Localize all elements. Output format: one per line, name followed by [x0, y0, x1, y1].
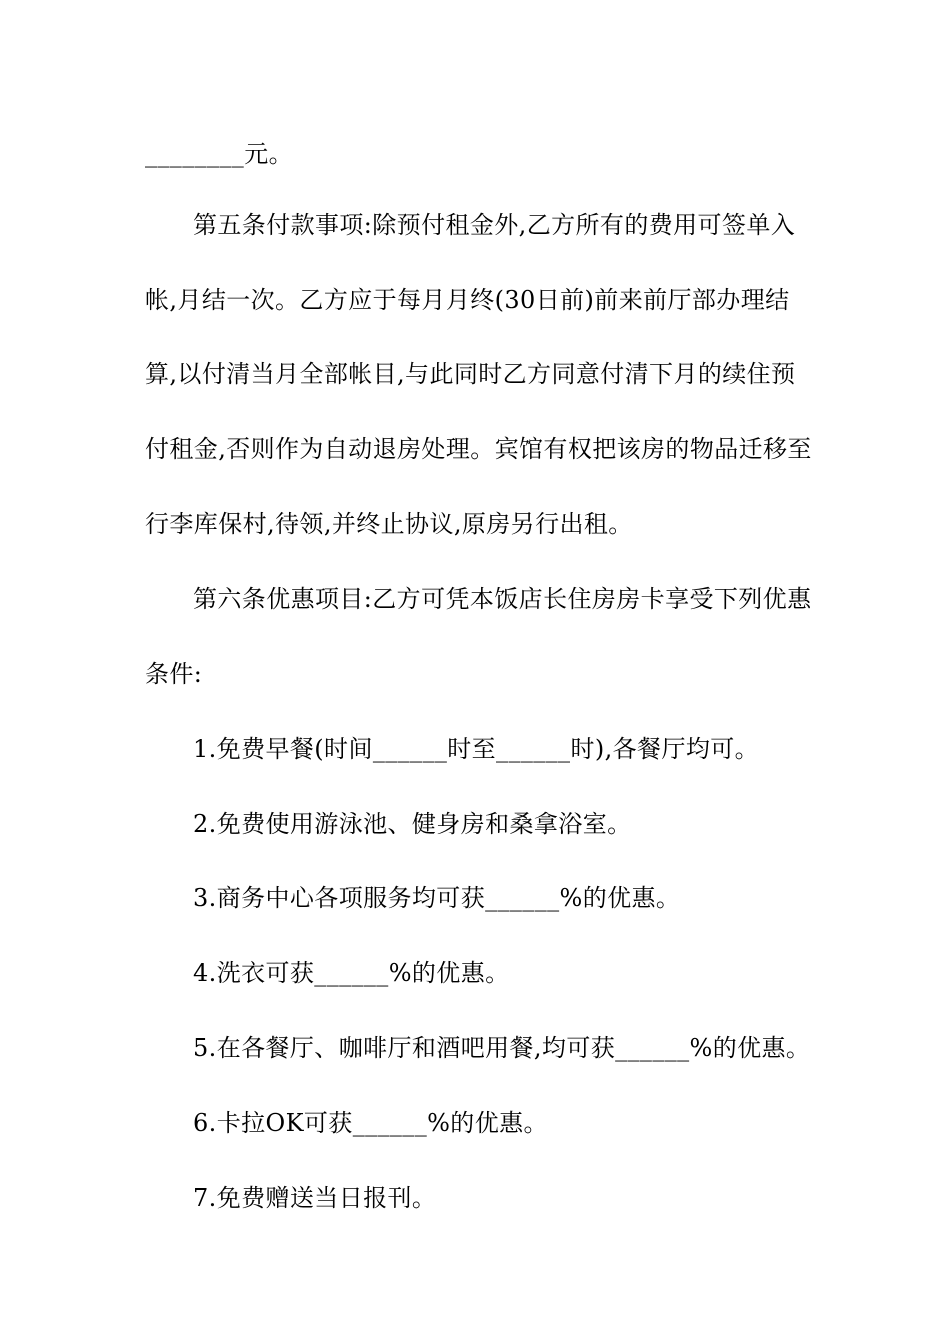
article-5-paragraph-line-1: 第五条付款事项:除预付租金外,乙方所有的费用可签单入 — [193, 211, 796, 239]
benefit-item-7: 7.免费赠送当日报刊。 — [193, 1184, 437, 1212]
article-5-paragraph-line-4: 付租金,否则作为自动退房处理。宾馆有权把该房的物品迁移至 — [145, 435, 812, 463]
benefit-item-5: 5.在各餐厅、咖啡厅和酒吧用餐,均可获______%的优惠。 — [193, 1034, 811, 1062]
article-6-paragraph-line-1: 第六条优惠项目:乙方可凭本饭店长住房房卡享受下列优惠 — [193, 585, 812, 613]
article-5-paragraph-line-5: 行李库保村,待领,并终止协议,原房另行出租。 — [145, 510, 633, 538]
article-5-paragraph-line-2: 帐,月结一次。乙方应于每月月终(30日前)前来前厅部办理结 — [145, 286, 790, 314]
benefit-item-1: 1.免费早餐(时间______时至______时),各餐厅均可。 — [193, 735, 760, 763]
amount-line: ________元。 — [145, 140, 293, 168]
benefit-item-3: 3.商务中心各项服务均可获______%的优惠。 — [193, 884, 681, 912]
benefit-item-6: 6.卡拉OK可获______%的优惠。 — [193, 1109, 548, 1137]
benefit-item-4: 4.洗衣可获______%的优惠。 — [193, 959, 510, 987]
article-5-paragraph-line-3: 算,以付清当月全部帐目,与此同时乙方同意付清下月的续住预 — [145, 360, 796, 388]
benefit-item-2: 2.免费使用游泳池、健身房和桑拿浴室。 — [193, 810, 632, 838]
article-6-paragraph-line-2: 条件: — [145, 660, 203, 688]
